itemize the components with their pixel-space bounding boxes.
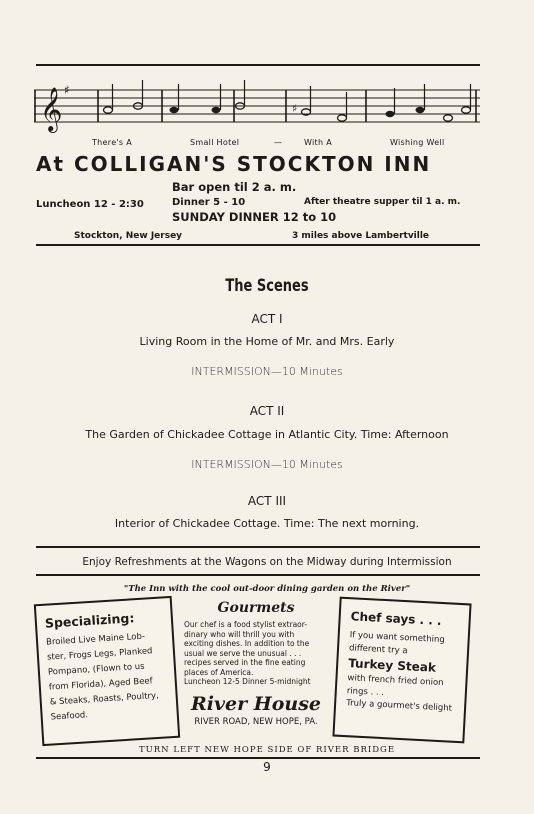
specializing-box bbox=[34, 596, 180, 746]
specializing-line: Seafood. bbox=[50, 710, 89, 723]
specializing-title: Specializing: bbox=[44, 610, 135, 631]
gourmets-text bbox=[184, 620, 332, 687]
chef-line: If you want something bbox=[349, 630, 445, 646]
act-label: ACT III bbox=[247, 494, 287, 508]
act-label: ACT II bbox=[249, 404, 285, 418]
dinner-hours: Dinner 5 - 10 bbox=[172, 197, 246, 208]
svg-text:𝄞: 𝄞 bbox=[40, 87, 63, 131]
specializing-line: from Florida), Aged Beef bbox=[48, 676, 153, 693]
music-staff-illustration bbox=[34, 76, 480, 134]
bottom-ad-rule bbox=[36, 757, 480, 759]
gourmets-line: recipes served in the fine eating bbox=[184, 658, 306, 667]
specializing-line: Pompano, (Flown to us bbox=[47, 661, 145, 678]
gourmets-title: Gourmets bbox=[217, 600, 295, 616]
act-description: Interior of Chickadee Cottage. Time: The next morning. bbox=[114, 517, 420, 530]
inn-location: Stockton, New Jersey bbox=[74, 231, 183, 241]
after-theatre-hours: After theatre supper til 1 a. m. bbox=[304, 197, 461, 207]
gourmets-line: places of America. bbox=[184, 667, 254, 677]
refreshments-top-rule bbox=[36, 546, 480, 548]
act-description: Living Room in the Home of Mr. and Mrs. Early bbox=[139, 335, 395, 348]
river-house-address: RIVER ROAD, NEW HOPE, PA. bbox=[194, 716, 318, 727]
turkey-steak-label: Turkey Steak bbox=[347, 656, 437, 675]
river-house-banner: "The Inn with the cool out-door dining garden on the River" bbox=[123, 584, 411, 594]
chef-says-title: Chef says . . . bbox=[350, 609, 442, 628]
luncheon-hours: Luncheon 12 - 2:30 bbox=[36, 199, 144, 210]
gourmets-line: Luncheon 12-5 Dinner 5-midnight bbox=[184, 677, 311, 686]
svg-text:♯: ♯ bbox=[292, 102, 298, 115]
chef-line: Truly a gourmet's delight bbox=[345, 698, 453, 714]
inn-title: At COLLIGAN'S STOCKTON INN bbox=[36, 152, 432, 176]
gourmets-line: usual we serve the unusual . . . bbox=[184, 648, 302, 658]
lyric-word: Wishing Well bbox=[390, 138, 445, 147]
specializing-list bbox=[46, 628, 169, 725]
lyric-word: With A bbox=[304, 138, 332, 147]
lyric-word: — bbox=[274, 138, 283, 147]
specializing-line: ster, Frogs Legs, Planked bbox=[46, 646, 153, 663]
river-house-name: River House bbox=[191, 692, 321, 715]
gourmets-column bbox=[176, 600, 336, 727]
act-label: ACT I bbox=[251, 312, 283, 326]
refreshments-bottom-rule bbox=[36, 574, 480, 576]
intermission-note: INTERMISSION—10 Minutes bbox=[191, 365, 343, 378]
music-staff bbox=[34, 76, 480, 134]
chef-says-box bbox=[332, 597, 471, 744]
act-description: The Garden of Chickadee Cottage in Atlantic City. Time: Afternoon bbox=[85, 428, 449, 441]
inn-distance: 3 miles above Lambertville bbox=[292, 231, 430, 241]
specializing-line: Broiled Live Maine Lob- bbox=[45, 631, 146, 648]
specializing-line: & Steaks, Roasts, Poultry, bbox=[49, 690, 160, 708]
top-ad-bottom-rule bbox=[36, 244, 480, 246]
intermission-note: INTERMISSION—10 Minutes bbox=[191, 458, 343, 471]
gourmets-line: exciting dishes. In addition to the bbox=[184, 639, 310, 648]
chef-line: with french fried onion bbox=[347, 673, 444, 689]
lyric-word: There's A bbox=[92, 138, 132, 147]
refreshments-note: Enjoy Refreshments at the Wagons on the Midway during Intermission bbox=[82, 556, 452, 568]
bar-hours: Bar open til 2 a. m. bbox=[172, 180, 297, 194]
chef-line: rings . . . bbox=[346, 685, 385, 698]
gourmets-line: dinary who will thrill you with bbox=[184, 629, 295, 639]
page-number: 9 bbox=[263, 760, 271, 774]
scenes-title: The Scenes bbox=[225, 276, 309, 296]
chef-line: different try a bbox=[348, 642, 408, 656]
gourmets-line: Our chef is a food stylist extraor- bbox=[184, 620, 308, 629]
bridge-directions: TURN LEFT NEW HOPE SIDE OF RIVER BRIDGE bbox=[138, 745, 396, 755]
svg-text:♯: ♯ bbox=[64, 83, 70, 97]
lyric-word: Small Hotel bbox=[190, 138, 240, 147]
sunday-dinner: SUNDAY DINNER 12 to 10 bbox=[172, 210, 337, 224]
top-border-rule bbox=[36, 64, 480, 66]
